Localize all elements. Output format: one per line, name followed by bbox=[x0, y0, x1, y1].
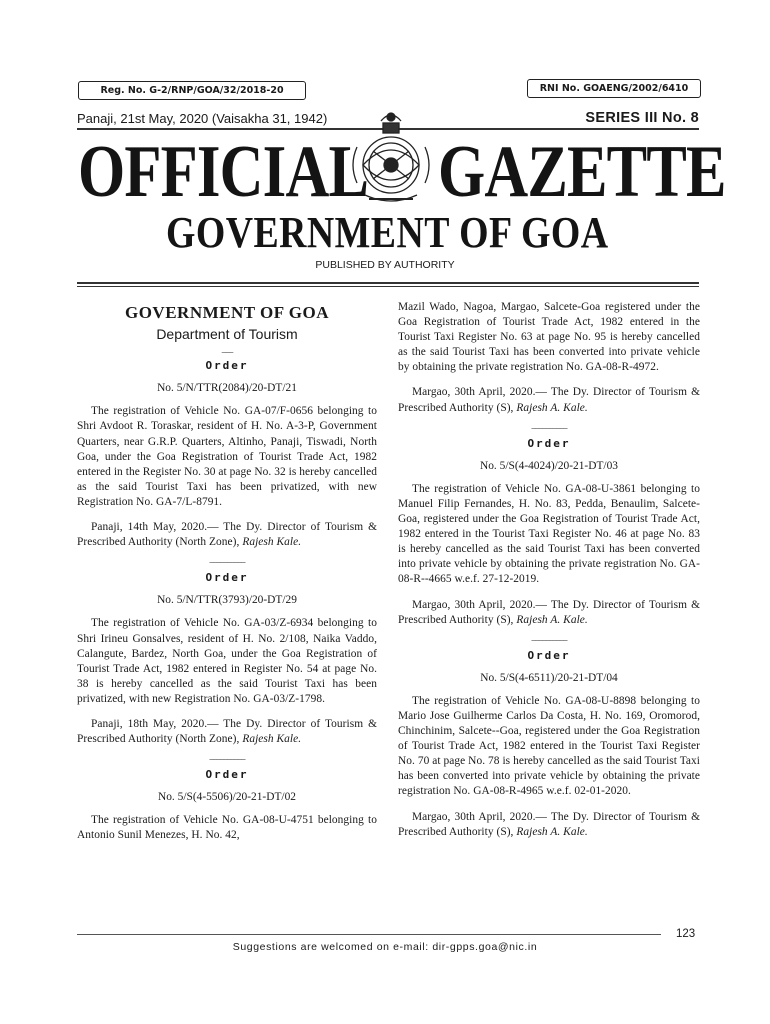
order-body-continued: Mazil Wado, Nagoa, Margao, Salcete-Goa registered under the Goa Registration of Tourist Trade Act, 1982 entered in the Tourist Taxi Register No. 63 at page No. 95 is hereby cancelled as the said Tourist Taxi has been converted into private vehicle by obtaining the private registration No. GA-08-R-4972. bbox=[398, 301, 700, 374]
series-number: SERIES III No. 8 bbox=[585, 110, 699, 126]
department-name: Department of Tourism bbox=[156, 326, 298, 343]
signature-text: Margao, 30th April, 2020.— The Dy. Director of Tourism & Prescribed Authority (S), bbox=[398, 386, 700, 414]
divider: __________ bbox=[531, 631, 567, 642]
footer-rule bbox=[77, 934, 661, 935]
order-signature bbox=[398, 598, 700, 628]
signatory-name: Rajesh A. Kale. bbox=[516, 613, 588, 626]
signatory-name: Rajesh A. Kale. bbox=[516, 825, 588, 838]
signatory-name: Rajesh A. Kale. bbox=[516, 401, 588, 414]
order-body: The registration of Vehicle No. GA-03/Z-6934 belonging to Shri Irineu Gonsalves, resident of H. No. 2/108, Naika Vaddo, Calangute, Bardez, North Goa, under the Goa Registration of Tourist Trade Act, 1982 entered in Register No. 54 at page No. 38 is hereby cancelled as the said Tourist Taxi has been privatized, with new Registration No. GA-03/Z-1798. bbox=[77, 617, 377, 705]
signature-text: Margao, 30th April, 2020.— The Dy. Director of Tourism & Prescribed Authority (S), bbox=[398, 598, 700, 626]
order-signature bbox=[77, 520, 377, 550]
order-body: The registration of Vehicle No. GA-08-U-3861 belonging to Manuel Filip Fernandes, H. No. 83, Pedda, Benaulim, Salcete-Goa, registered under the Goa Registration of Tourist Trade Act, 1982 entered in the Tourist Taxi Register No. 46 at page No. 83 is hereby cancelled as the said Tourist Taxi has been converted into private vehicle by obtaining the private registration No. GA-08-R--4665 w.e.f. 27-12-2019. bbox=[398, 482, 700, 586]
order-body: The registration of Vehicle No. GA-07/F-0656 belonging to Shri Avdoot R. Toraskar, resident of H. No. A-3-P, Government Quarters, near G.R.P. Quarters, Altinho, Panaji, Tiswadi, North Goa, under the Goa Registration of Tourist Trade Act, 1982 entered in the Register No. 30 at page No. 32 is hereby cancelled as the said Tourist Taxi has been privatized, with new Registration No. GA-7/L-8791. bbox=[77, 405, 377, 508]
order-number: No. 5/N/TTR(3793)/20-DT/29 bbox=[157, 594, 297, 607]
masthead-gazette: GAZETTE bbox=[438, 131, 726, 213]
order-title: Order bbox=[205, 768, 249, 782]
page-number: 123 bbox=[676, 928, 696, 940]
order-signature bbox=[398, 385, 700, 415]
signature-text: Panaji, 14th May, 2020.— The Dy. Director of Tourism & Prescribed Authority (North Zone), bbox=[77, 521, 377, 549]
order-number: No. 5/N/TTR(2084)/20-DT/21 bbox=[157, 382, 297, 395]
divider: __________ bbox=[531, 419, 567, 430]
issue-place-date: Panaji, 21st May, 2020 (Vaisakha 31, 1942) bbox=[77, 111, 328, 126]
order-number: No. 5/S(4-5506)/20-21-DT/02 bbox=[158, 791, 296, 804]
divider: __________ bbox=[209, 554, 245, 565]
order-title: Order bbox=[527, 436, 571, 450]
signature-text: Margao, 30th April, 2020.— The Dy. Director of Tourism & Prescribed Authority (S), bbox=[398, 810, 700, 838]
government-heading: GOVERNMENT OF GOA bbox=[124, 303, 329, 322]
suggestions-note: Suggestions are welcomed on e-mail: dir-gpps.goa@nic.in bbox=[232, 941, 538, 953]
signatory-name: Rajesh Kale. bbox=[242, 733, 302, 746]
masthead-official: OFFICIAL bbox=[78, 131, 369, 213]
rni-number-box: RNI No. GOAENG/2002/6410 bbox=[527, 79, 701, 98]
signature-text: Panaji, 18th May, 2020.— The Dy. Director of Tourism & Prescribed Authority (North Zone), bbox=[77, 717, 377, 746]
divider: __________ bbox=[209, 751, 245, 762]
order-signature bbox=[398, 810, 700, 840]
order-signature bbox=[77, 717, 377, 747]
order-title: Order bbox=[205, 359, 249, 373]
order-title: Order bbox=[205, 571, 249, 585]
masthead-rule-top bbox=[77, 282, 699, 284]
right-column bbox=[398, 300, 700, 840]
masthead-government-of-goa: GOVERNMENT OF GOA bbox=[166, 208, 609, 257]
order-body: The registration of Vehicle No. GA-08-U-8898 belonging to Mario Jose Guilherme Carlos Da Costa, H. No. 169, Oromorod, Chinchinim, Salcete--Goa, registered under the Goa Registration of Tourist Trade Act, 1982 entered in the Tourist Taxi Register No. 70 at page No. 78 is hereby cancelled as the said Tourist Taxi has been converted into private vehicle by obtaining the private registration No. GA-08-R-4965 w.e.f. 02-01-2020. bbox=[398, 694, 700, 798]
goa-emblem-icon bbox=[343, 107, 439, 211]
left-column bbox=[77, 300, 377, 844]
order-title: Order bbox=[527, 648, 571, 662]
masthead-rule-bottom bbox=[77, 286, 699, 287]
registration-number-box: Reg. No. G-2/RNP/GOA/32/2018-20 bbox=[78, 81, 306, 100]
order-body: The registration of Vehicle No. GA-08-U-4751 belonging to Antonio Sunil Menezes, H. No. 42, bbox=[77, 814, 377, 842]
divider: ___ bbox=[221, 344, 233, 355]
published-by-authority: PUBLISHED BY AUTHORITY bbox=[315, 259, 455, 271]
signatory-name: Rajesh Kale. bbox=[242, 536, 302, 549]
order-number: No. 5/S(4-4024)/20-21-DT/03 bbox=[480, 459, 618, 472]
order-number: No. 5/S(4-6511)/20-21-DT/04 bbox=[480, 671, 618, 684]
